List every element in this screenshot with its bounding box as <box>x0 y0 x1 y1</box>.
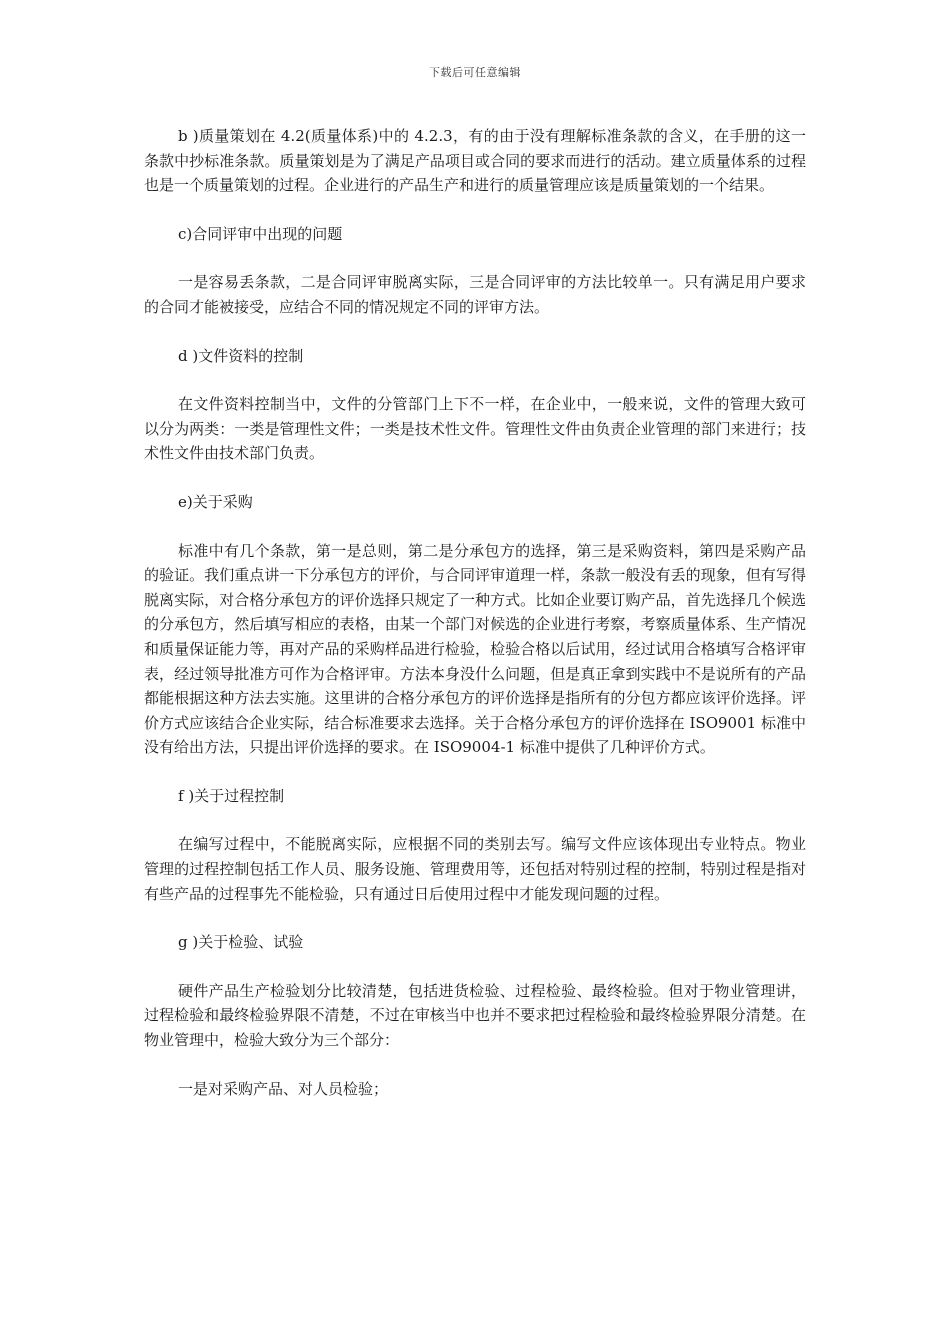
page-header-note: 下载后可任意编辑 <box>429 66 521 79</box>
list-item-inspection-part-1: 一是对采购产品、对人员检验； <box>178 1079 389 1098</box>
heading-process-control: f )关于过程控制 <box>178 786 285 805</box>
paragraph-contract-review: 一是容易丢条款，二是合同评审脱离实际，三是合同评审的方法比较单一。只有满足用户要求的合同才能被接受，应结合不同的情况规定不同的评审方法。 <box>144 273 806 316</box>
heading-purchasing: e)关于采购 <box>178 492 253 511</box>
document-body <box>144 124 806 1125</box>
heading-document-control: d )文件资料的控制 <box>178 346 304 365</box>
paragraph-inspection-testing: 硬件产品生产检验划分比较清楚，包括进货检验、过程检验、最终检验。但对于物业管理讲，过程检验和最终检验界限不清楚，不过在审核当中也并不要求把过程检验和最终检验界限分清楚。在物业管理中，检验大致分为三个部分： <box>144 981 806 1050</box>
paragraph-quality-planning: b )质量策划在 4.2(质量体系)中的 4.2.3，有的由于没有理解标准条款的含义，在手册的这一条款中抄标准条款。质量策划是为了满足产品项目或合同的要求而进行的活动。建立质量体系的过程也是一个质量策划的过程。企业进行的产品生产和进行的质量管理应该是质量策划的一个结果。 <box>144 127 806 195</box>
heading-contract-review: c)合同评审中出现的问题 <box>178 224 343 243</box>
paragraph-document-control: 在文件资料控制当中，文件的分管部门上下不一样，在企业中，一般来说，文件的管理大致可以分为两类：一类是管理性文件；一类是技术性文件。管理性文件由负责企业管理的部门来进行；技术性文件由技术部门负责。 <box>144 395 806 463</box>
heading-inspection-testing: g )关于检验、试验 <box>178 933 304 952</box>
paragraph-purchasing: 标准中有几个条款，第一是总则，第二是分承包方的选择，第三是采购资料，第四是采购产品的验证。我们重点讲一下分承包方的评价，与合同评审道理一样，条款一般没有丢的现象，但有写得脱离实际，对合格分承包方的评价选择只规定了一种方式。比如企业要订购产品，首先选择几个候选的分承包方，然后填写相应的表格，由某一个部门对候选的企业进行考察，考察质量体系、生产情况和质量保证能力等，再对产品的采购样品进行检验，检验合格以后试用，经过试用合格填写合格评审表，经过领导批准方可作为合格评审。方法本身没什么问题，但是真正拿到实践中不是说所有的产品都能根据这种方法去实施。这里讲的合格分承包方的评价选择是指所有的分包方都应该评价选择。评价方式应该结合企业实际，结合标准要求去选择。关于合格分承包方的评价选择在 ISO9001 标准中没有给出方法，只提出评价选择的要求。在 ISO9004-1 标准中提供了几种评价方式。 <box>144 541 806 757</box>
paragraph-process-control: 在编写过程中，不能脱离实际，应根据不同的类别去写。编写文件应该体现出专业特点。物业管理的过程控制包括工作人员、服务设施、管理费用等，还包括对特别过程的控制，特别过程是指对有些产品的过程事先不能检验，只有通过日后使用过程中才能发现问题的过程。 <box>144 835 806 903</box>
